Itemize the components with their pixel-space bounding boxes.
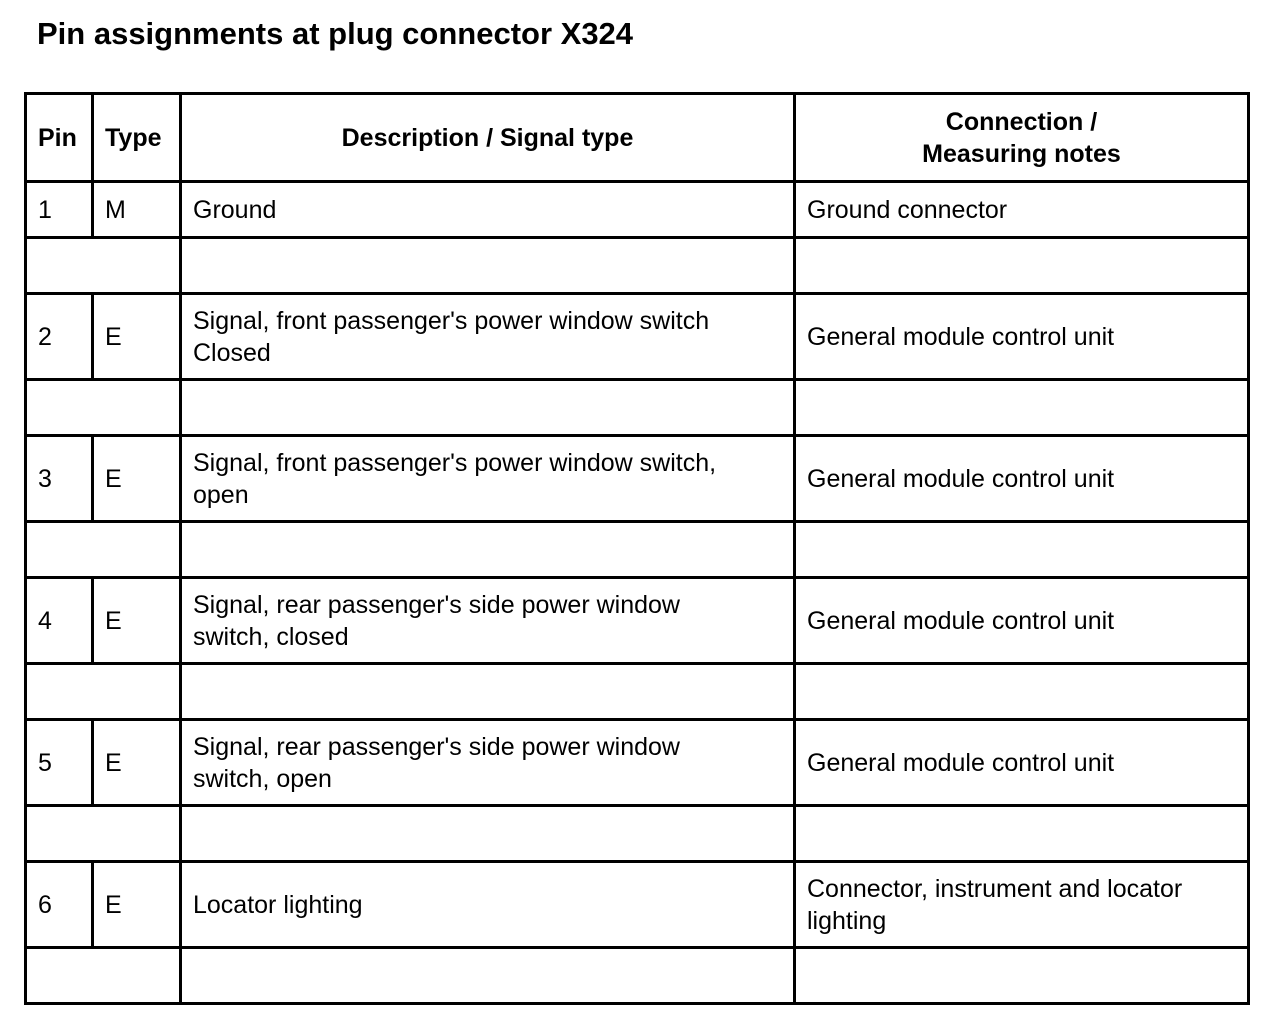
cell-pin: 3 [26,436,93,522]
cell-type: M [93,182,181,238]
cell-description [181,294,795,380]
pin-assignment-table [24,92,1250,1005]
spacer-cell-description [181,664,795,720]
description-line1: Signal, rear passenger's side power window [193,590,680,619]
header-type: Type [93,94,181,182]
spacer-cell-description [181,522,795,578]
spacer-row [26,238,1249,294]
cell-connection [795,720,1249,806]
spacer-cell-pin-type [26,522,181,578]
table-row [26,182,1249,238]
cell-description [181,578,795,664]
cell-pin: 2 [26,294,93,380]
cell-connection [795,294,1249,380]
description-line1: Locator lighting [193,890,363,919]
spacer-row [26,948,1249,1004]
connection-line1: Connector, instrument and locator [807,874,1183,903]
cell-pin: 5 [26,720,93,806]
table-row [26,436,1249,522]
description-line2: Closed [193,338,271,367]
cell-type: E [93,578,181,664]
header-description: Description / Signal type [181,94,795,182]
cell-type: E [93,720,181,806]
page-title: Pin assignments at plug connector X324 [37,16,634,51]
cell-pin: 1 [26,182,93,238]
spacer-cell-connection [795,380,1249,436]
spacer-cell-connection [795,238,1249,294]
table-row [26,720,1249,806]
table-header-row [26,94,1249,182]
spacer-row [26,664,1249,720]
spacer-cell-connection [795,948,1249,1004]
header-pin: Pin [26,94,93,182]
cell-type: E [93,294,181,380]
cell-connection [795,436,1249,522]
spacer-cell-pin-type [26,806,181,862]
description-line1: Signal, front passenger's power window switch [193,306,710,335]
cell-description [181,862,795,948]
description-line2: open [193,480,249,509]
spacer-cell-connection [795,522,1249,578]
cell-pin: 4 [26,578,93,664]
cell-description [181,436,795,522]
cell-description [181,720,795,806]
connection-line1: General module control unit [807,606,1115,635]
cell-type: E [93,436,181,522]
spacer-cell-pin-type [26,664,181,720]
spacer-cell-description [181,948,795,1004]
connection-line1: Ground connector [807,195,1008,224]
cell-description [181,182,795,238]
header-connection-line1: Connection / [945,107,1098,136]
spacer-cell-connection [795,664,1249,720]
cell-connection [795,578,1249,664]
spacer-cell-pin-type [26,380,181,436]
header-connection-line2: Measuring notes [922,139,1121,168]
spacer-cell-description [181,380,795,436]
spacer-row [26,380,1249,436]
spacer-cell-pin-type [26,238,181,294]
table-row [26,862,1249,948]
connection-line2: lighting [807,906,887,935]
spacer-cell-pin-type [26,948,181,1004]
spacer-row [26,806,1249,862]
table-row [26,578,1249,664]
cell-pin: 6 [26,862,93,948]
spacer-row [26,522,1249,578]
description-line2: switch, closed [193,622,349,651]
cell-connection [795,862,1249,948]
cell-type: E [93,862,181,948]
connection-line1: General module control unit [807,322,1115,351]
header-connection [795,94,1249,182]
description-line2: switch, open [193,764,332,793]
spacer-cell-description [181,238,795,294]
spacer-cell-description [181,806,795,862]
table-row [26,294,1249,380]
cell-connection [795,182,1249,238]
connection-line1: General module control unit [807,464,1115,493]
connection-line1: General module control unit [807,748,1115,777]
description-line1: Signal, rear passenger's side power window [193,732,680,761]
spacer-cell-connection [795,806,1249,862]
description-line1: Signal, front passenger's power window switch, [193,448,717,477]
description-line1: Ground [193,195,277,224]
